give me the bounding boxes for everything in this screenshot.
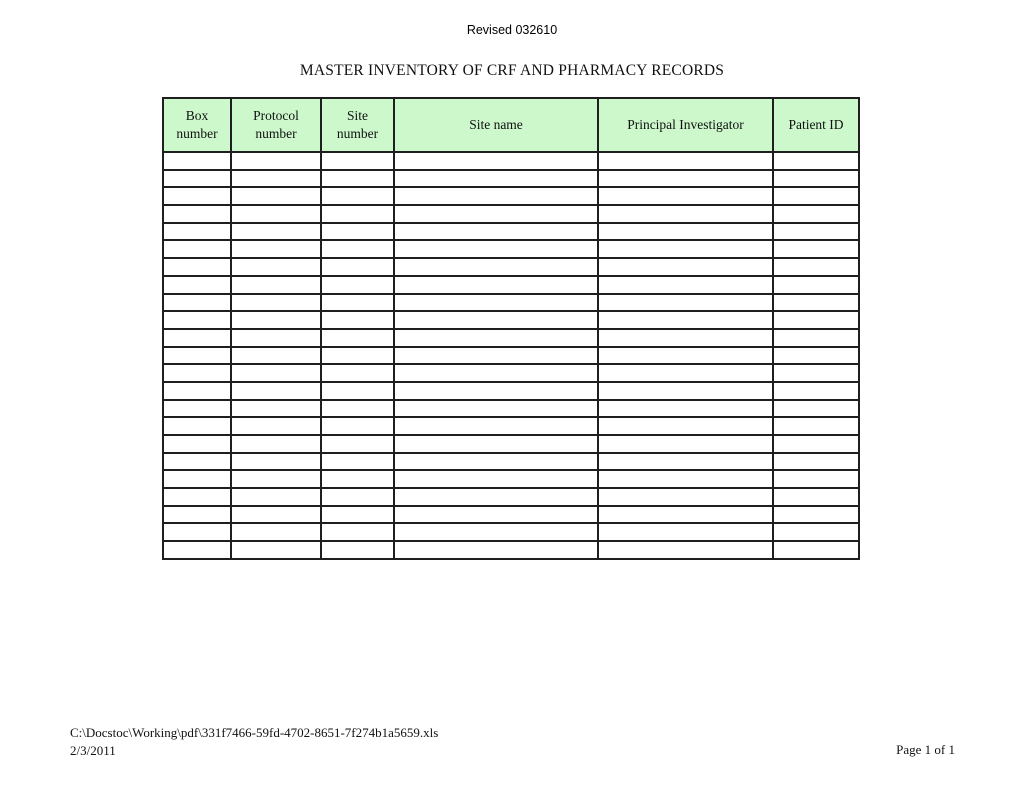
table-row (163, 506, 859, 524)
table-row (163, 223, 859, 241)
empty-cell (394, 170, 598, 188)
empty-cell (231, 435, 321, 453)
empty-cell (598, 435, 773, 453)
empty-cell (321, 205, 394, 223)
table-row (163, 187, 859, 205)
empty-cell (394, 506, 598, 524)
table-row (163, 294, 859, 312)
empty-cell (394, 417, 598, 435)
empty-cell (598, 152, 773, 170)
empty-cell (163, 258, 231, 276)
empty-cell (321, 417, 394, 435)
empty-cell (394, 329, 598, 347)
empty-cell (773, 170, 859, 188)
empty-cell (773, 364, 859, 382)
empty-cell (231, 294, 321, 312)
empty-cell (163, 435, 231, 453)
empty-cell (163, 205, 231, 223)
empty-cell (231, 152, 321, 170)
empty-cell (231, 187, 321, 205)
empty-cell (773, 258, 859, 276)
empty-cell (394, 152, 598, 170)
revised-label: Revised 032610 (466, 23, 558, 37)
inventory-table (162, 97, 860, 560)
empty-cell (231, 523, 321, 541)
empty-cell (163, 523, 231, 541)
empty-cell (231, 417, 321, 435)
empty-cell (321, 347, 394, 365)
empty-cell (321, 187, 394, 205)
empty-cell (231, 541, 321, 559)
table-row (163, 276, 859, 294)
empty-cell (598, 453, 773, 471)
empty-cell (598, 311, 773, 329)
column-header-patient-id: Patient ID (773, 98, 859, 152)
empty-cell (163, 329, 231, 347)
table-row (163, 488, 859, 506)
table-row (163, 258, 859, 276)
empty-cell (321, 541, 394, 559)
empty-cell (321, 311, 394, 329)
empty-cell (231, 170, 321, 188)
empty-cell (394, 541, 598, 559)
empty-cell (598, 347, 773, 365)
empty-cell (598, 523, 773, 541)
empty-cell (773, 240, 859, 258)
column-header-protocol-number: Protocol number (231, 98, 321, 152)
empty-cell (321, 382, 394, 400)
empty-cell (773, 294, 859, 312)
empty-cell (598, 258, 773, 276)
empty-cell (773, 329, 859, 347)
empty-cell (394, 400, 598, 418)
column-header-principal-investigator: Principal Investigator (598, 98, 773, 152)
empty-cell (163, 152, 231, 170)
empty-cell (773, 470, 859, 488)
empty-cell (163, 223, 231, 241)
empty-cell (321, 294, 394, 312)
empty-cell (773, 523, 859, 541)
empty-cell (598, 506, 773, 524)
empty-cell (394, 523, 598, 541)
empty-cell (231, 364, 321, 382)
empty-cell (163, 294, 231, 312)
empty-cell (321, 506, 394, 524)
empty-cell (231, 453, 321, 471)
empty-cell (598, 541, 773, 559)
empty-cell (773, 382, 859, 400)
empty-cell (394, 382, 598, 400)
table-row (163, 435, 859, 453)
empty-cell (394, 294, 598, 312)
empty-cell (321, 240, 394, 258)
empty-cell (231, 400, 321, 418)
table-row (163, 347, 859, 365)
empty-cell (773, 223, 859, 241)
empty-cell (163, 240, 231, 258)
empty-cell (598, 382, 773, 400)
empty-cell (231, 240, 321, 258)
empty-cell (163, 506, 231, 524)
empty-cell (231, 258, 321, 276)
table-row (163, 311, 859, 329)
empty-cell (773, 311, 859, 329)
empty-cell (231, 276, 321, 294)
empty-cell (773, 400, 859, 418)
empty-cell (773, 541, 859, 559)
empty-cell (773, 488, 859, 506)
page-title: MASTER INVENTORY OF CRF AND PHARMACY RECORDS (299, 62, 725, 79)
empty-cell (394, 276, 598, 294)
empty-cell (598, 417, 773, 435)
empty-cell (598, 329, 773, 347)
table-body (163, 152, 859, 559)
empty-cell (321, 488, 394, 506)
empty-cell (394, 187, 598, 205)
empty-cell (598, 170, 773, 188)
empty-cell (773, 205, 859, 223)
empty-cell (773, 187, 859, 205)
empty-cell (394, 435, 598, 453)
footer-date: 2/3/2011 (70, 743, 116, 758)
empty-cell (598, 294, 773, 312)
empty-cell (773, 276, 859, 294)
empty-cell (394, 347, 598, 365)
empty-cell (231, 329, 321, 347)
empty-cell (163, 453, 231, 471)
empty-cell (163, 400, 231, 418)
empty-cell (321, 400, 394, 418)
empty-cell (321, 435, 394, 453)
table-row (163, 400, 859, 418)
empty-cell (321, 276, 394, 294)
table-row (163, 523, 859, 541)
empty-cell (321, 329, 394, 347)
column-header-site-name: Site name (394, 98, 598, 152)
empty-cell (231, 347, 321, 365)
empty-cell (163, 470, 231, 488)
empty-cell (163, 382, 231, 400)
empty-cell (394, 364, 598, 382)
empty-cell (321, 223, 394, 241)
empty-cell (163, 347, 231, 365)
empty-cell (163, 170, 231, 188)
empty-cell (163, 364, 231, 382)
table-row (163, 453, 859, 471)
column-header-site-number: Site number (321, 98, 394, 152)
empty-cell (773, 435, 859, 453)
empty-cell (773, 417, 859, 435)
empty-cell (598, 470, 773, 488)
table-row (163, 470, 859, 488)
empty-cell (598, 205, 773, 223)
header-row (163, 98, 859, 152)
empty-cell (163, 417, 231, 435)
empty-cell (598, 223, 773, 241)
empty-cell (231, 205, 321, 223)
empty-cell (321, 170, 394, 188)
empty-cell (394, 311, 598, 329)
empty-cell (394, 258, 598, 276)
empty-cell (231, 223, 321, 241)
column-header-box-number: Box number (163, 98, 231, 152)
empty-cell (321, 523, 394, 541)
empty-cell (163, 311, 231, 329)
empty-cell (598, 400, 773, 418)
empty-cell (773, 347, 859, 365)
empty-cell (773, 453, 859, 471)
empty-cell (598, 187, 773, 205)
empty-cell (773, 506, 859, 524)
empty-cell (163, 541, 231, 559)
table-row (163, 240, 859, 258)
empty-cell (394, 470, 598, 488)
empty-cell (394, 240, 598, 258)
empty-cell (598, 364, 773, 382)
empty-cell (163, 488, 231, 506)
empty-cell (598, 240, 773, 258)
empty-cell (394, 488, 598, 506)
empty-cell (163, 276, 231, 294)
empty-cell (321, 364, 394, 382)
table-row (163, 417, 859, 435)
empty-cell (321, 470, 394, 488)
empty-cell (231, 506, 321, 524)
table-row (163, 382, 859, 400)
table-row (163, 364, 859, 382)
empty-cell (394, 223, 598, 241)
empty-cell (598, 276, 773, 294)
empty-cell (394, 453, 598, 471)
empty-cell (321, 152, 394, 170)
footer-file-path: C:\Docstoc\Working\pdf\331f7466-59fd-4702-8651-7f274b1a5659.xls (70, 725, 439, 740)
table-row (163, 329, 859, 347)
footer-page-indicator: Page 1 of 1 (896, 742, 955, 757)
empty-cell (231, 382, 321, 400)
table-row (163, 205, 859, 223)
empty-cell (321, 258, 394, 276)
empty-cell (231, 470, 321, 488)
table-row (163, 152, 859, 170)
empty-cell (231, 311, 321, 329)
empty-cell (321, 453, 394, 471)
empty-cell (773, 152, 859, 170)
empty-cell (394, 205, 598, 223)
empty-cell (231, 488, 321, 506)
empty-cell (163, 187, 231, 205)
table-row (163, 541, 859, 559)
empty-cell (598, 488, 773, 506)
table-row (163, 170, 859, 188)
